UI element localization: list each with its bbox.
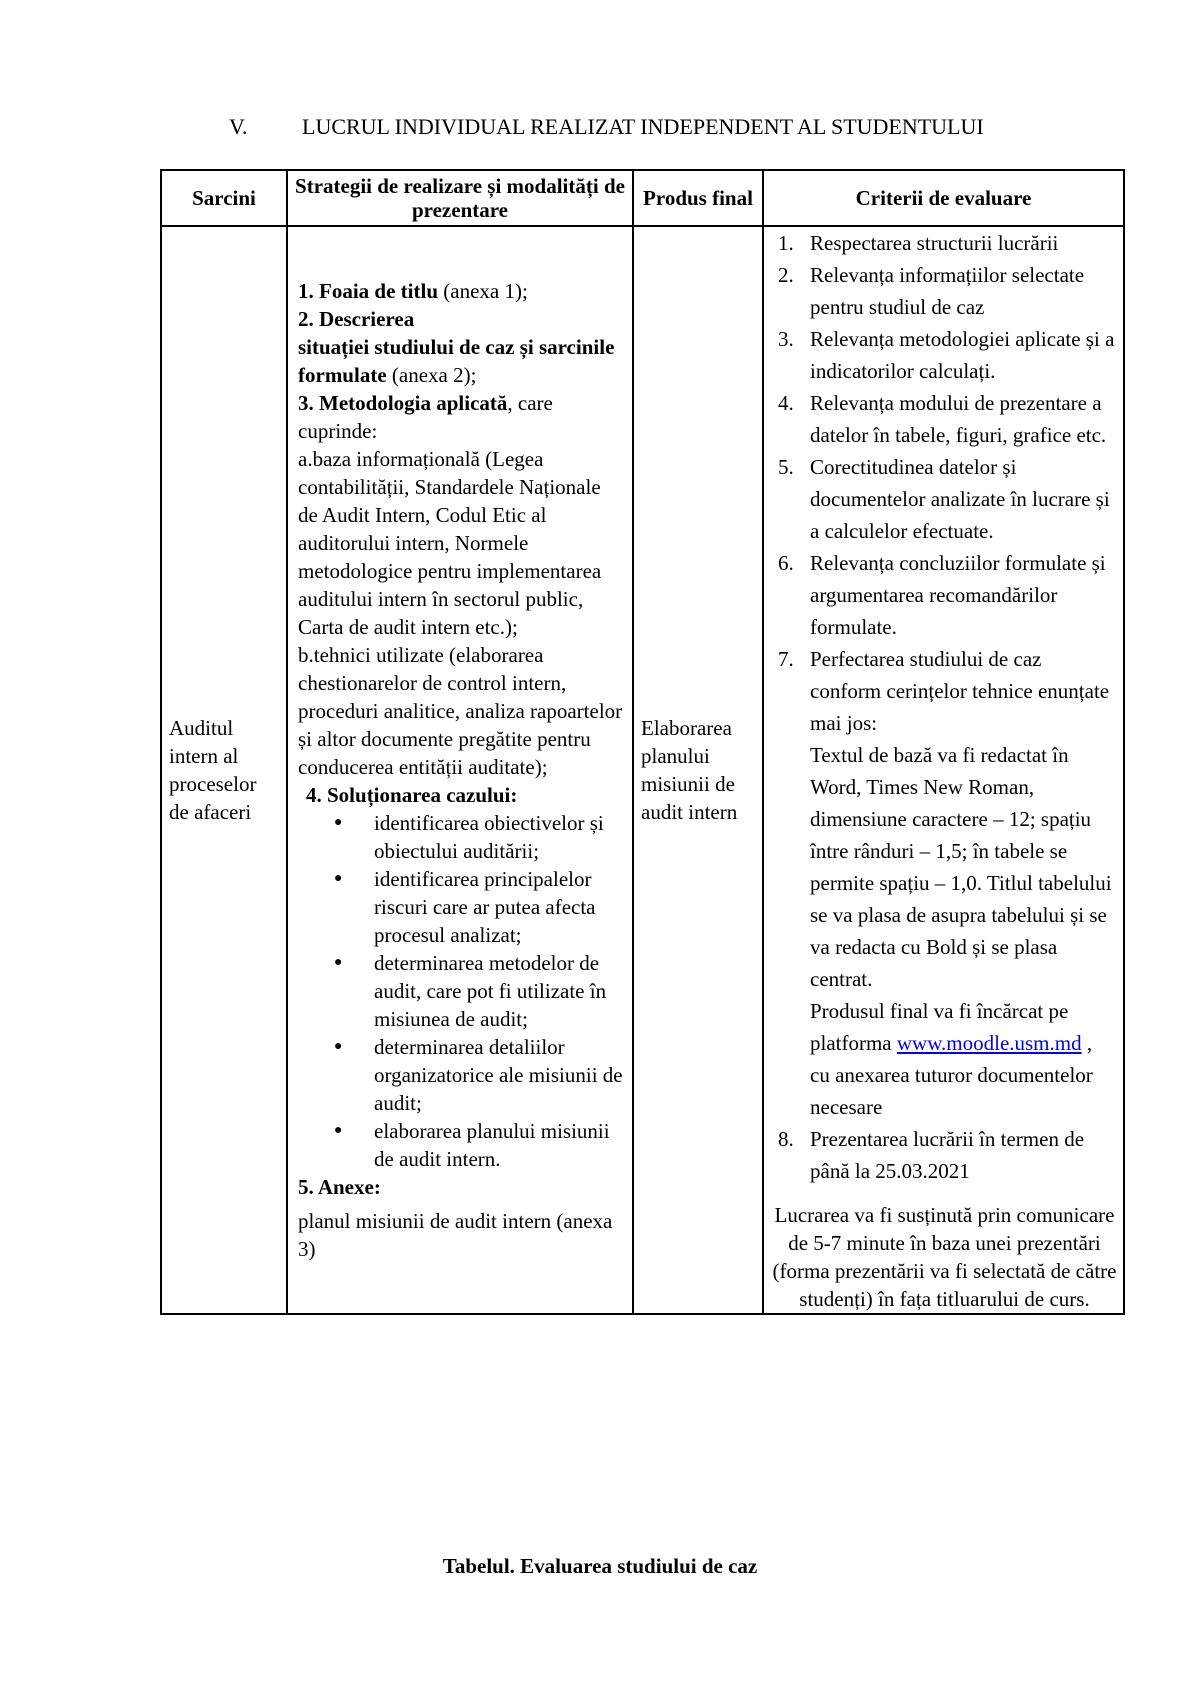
strategy-item-4-list (298, 809, 625, 1173)
strategy-item-3a: a.baza informațională (Legea contabilității, Standardele Naționale de Audit Intern, Codul Etic al auditorului intern, Normele metodologice pentru implementarea auditului intern în sectorul public, Carta de audit intern etc.); (298, 447, 602, 639)
list-item: ● elaborarea planului misiunii de audit intern. (334, 1119, 610, 1171)
list-item: ● identificarea obiectivelor și obiectului auditării; (334, 811, 604, 863)
bullet-icon: ● (334, 1123, 343, 1138)
strategy-item-3: 3. Metodologia aplicată, care cuprinde: (298, 391, 553, 443)
list-item: 5. Corectitudinea datelor și documentelor analizate în lucrare și a calculelor efectuate. (778, 455, 1110, 543)
list-item: 3. Relevanța metodologiei aplicate și a indicatorilor calculați. (778, 327, 1115, 383)
list-item: 7. Perfectarea studiului de caz conform cerințelor tehnice enunțate mai jos: Textul de bază va fi redactat în Word, Times New Roman, dimensiune caractere – 12; spațiu între rânduri – 1,5; în tabele se permite spațiu – 1,0. Titlul tabelului se va plasa de asupra tabelului și se va redacta cu Bold și se plasa centrat. Produsul final va fi încărcat pe platforma www.moodle.usm.md , cu anexarea tuturor documentelor necesare (772, 643, 1117, 1123)
strategy-item-1: 1. Foaia de titlu (anexa 1); (298, 279, 528, 303)
list-item: ● determinarea metodelor de audit, care pot fi utilizate în misiunea de audit; (334, 951, 607, 1031)
bullet-icon: ● (334, 815, 343, 830)
header-criteria: Criterii de evaluare (763, 170, 1124, 226)
product-cell: Elaborarea planului misiunii de audit intern (633, 226, 763, 1314)
strategy-item-5: planul misiunii de audit intern (anexa 3) (298, 1209, 613, 1261)
list-item: 4. Relevanța modului de prezentare a datelor în tabele, figuri, grafice etc. (778, 391, 1107, 447)
presentation-note: Lucrarea va fi susținută prin comunicare de 5-7 minute în baza unei prezentări (forma prezentării va fi selectată de către studenți) în fața titluarului de curs. (772, 1203, 1117, 1311)
list-item: ● identificarea principalelor riscuri care ar putea afecta procesul analizat; (334, 867, 596, 947)
strategy-item-3b: b.tehnici utilizate (elaborarea chestionarelor de control intern, proceduri analitice, analiza rapoartelor și altor documente pregătite pentru conducerea entității auditate); (298, 643, 623, 779)
list-item: 2. Relevanța informațiilor selectate pentru studiul de caz (778, 263, 1085, 319)
list-item: ● determinarea detaliilor organizatorice ale misiunii de audit; (334, 1035, 623, 1115)
strategy-item-5-title: 5. Anexe: (298, 1175, 381, 1199)
bullet-icon: ● (334, 1039, 343, 1054)
strategy-item-2: situației studiului de caz și sarcinile formulate (anexa 2); (298, 335, 615, 387)
criteria-7-requirements: Textul de bază va fi redactat în Word, Times New Roman, dimensiune caractere – 12; spațiu între rânduri – 1,5; în tabele se permite spațiu – 1,0. Titlul tabelului se va plasa de asupra tabelului și se va redacta cu Bold și se plasa centrat. (810, 743, 1112, 991)
table-row (161, 226, 1124, 1314)
strategy-item-4-title: 4. Soluționarea cazului: (306, 783, 518, 807)
strategy-item-2-title: 2. Descrierea (298, 307, 415, 331)
criteria-7-upload: Produsul final va fi încărcat pe platforma www.moodle.usm.md , cu anexarea tuturor documentelor necesare (810, 999, 1093, 1119)
section-number: V. (229, 114, 248, 139)
moodle-link[interactable]: www.moodle.usm.md (896, 1031, 1082, 1055)
evaluation-table (160, 169, 1125, 1315)
header-product: Produs final (633, 170, 763, 226)
criteria-cell (763, 226, 1124, 1314)
header-strategies: Strategii de realizare și modalități de prezentare (287, 170, 633, 226)
bullet-icon: ● (334, 955, 343, 970)
bullet-icon: ● (334, 871, 343, 886)
task-cell: Auditul intern al proceselor de afaceri (161, 226, 287, 1314)
list-item: 1. Respectarea structurii lucrării (778, 231, 1059, 255)
section-title: LUCRUL INDIVIDUAL REALIZAT INDEPENDENT AL STUDENTULUI (302, 114, 984, 139)
strategy-cell (287, 226, 633, 1314)
list-item: 6. Relevanța concluziilor formulate și argumentarea recomandărilor formulate. (778, 551, 1106, 639)
header-tasks: Sarcini (161, 170, 287, 226)
table-caption: Tabelul. Evaluarea studiului de caz (442, 1554, 758, 1578)
list-item: 8. Prezentarea lucrării în termen de până la 25.03.2021 (778, 1127, 1085, 1183)
table-header-row (161, 170, 1124, 226)
criteria-list (772, 227, 1117, 1187)
